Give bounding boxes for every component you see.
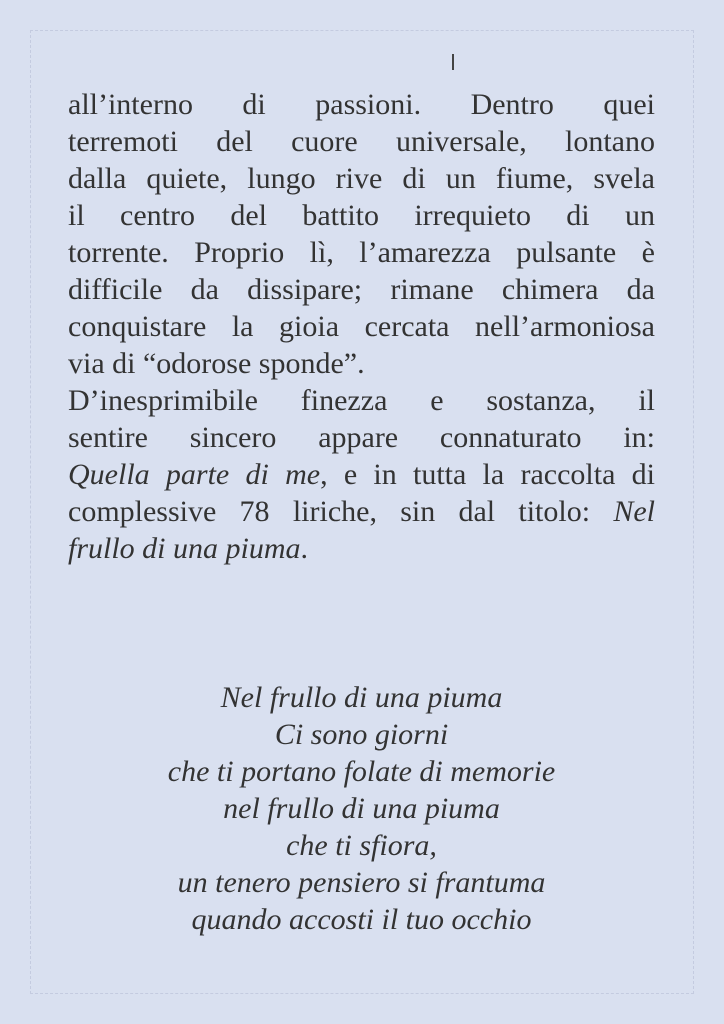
poem: [68, 679, 655, 938]
text-line: il centro del battito irrequieto di un: [68, 199, 655, 232]
text-line: dalla quiete, lungo rive di un fiume, svela: [68, 162, 655, 195]
italic-title-quella-parte: Quella parte di me: [68, 458, 321, 491]
text-line: [68, 456, 655, 493]
poem-line: che ti portano folate di memorie: [167, 755, 556, 788]
poem-line: che ti sfiora,: [286, 829, 437, 862]
poem-line: nel frullo di una piuma: [223, 792, 500, 825]
text-line: terremoti del cuore universale, lontano: [68, 125, 655, 158]
text-line: via di “odorose sponde”.: [68, 347, 365, 380]
text-line: torrente. Proprio lì, l’amarezza pulsante è: [68, 236, 655, 269]
text-line: sentire sincero appare connaturato in:: [68, 421, 655, 454]
text-fragment: .: [300, 532, 309, 565]
text-line: [68, 530, 655, 567]
text-fragment: complessive 78 liriche, sin dal titolo:: [68, 495, 614, 528]
text-fragment: , e in tutta la raccolta di: [320, 458, 655, 491]
poem-line: Ci sono giorni: [274, 718, 449, 751]
italic-title-nel: Nel: [613, 495, 655, 528]
text-line: [68, 493, 655, 530]
text-line: conquistare la gioia cercata nell’armoniosa: [68, 310, 655, 343]
page-mark: [452, 54, 454, 70]
text-line: difficile da dissipare; rimane chimera da: [68, 273, 655, 306]
poem-line: quando accosti il tuo occhio: [191, 903, 532, 936]
italic-title-frullo: frullo di una piuma: [68, 532, 301, 565]
text-line: D’inesprimibile finezza e sostanza, il: [68, 384, 655, 417]
text-line: all’interno di passioni. Dentro quei: [68, 88, 655, 121]
poem-title: Nel frullo di una piuma: [220, 681, 503, 714]
poem-line: un tenero pensiero si frantuma: [177, 866, 546, 899]
body-text: [68, 86, 655, 567]
